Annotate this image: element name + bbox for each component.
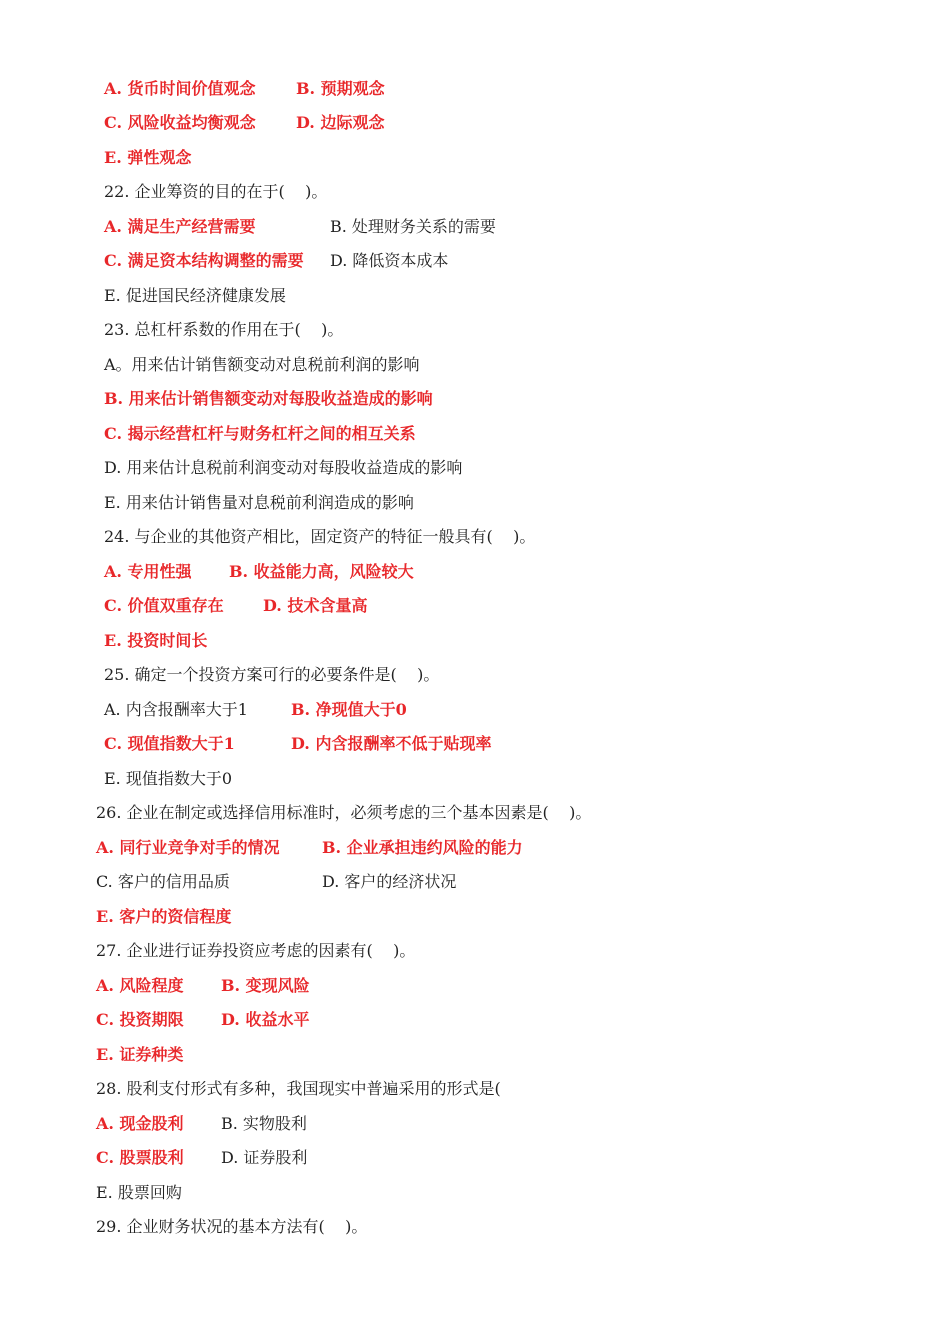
option-c-answer: C. 股票股利 bbox=[96, 1148, 184, 1167]
option-c-answer: C. 现值指数大于1 bbox=[104, 734, 235, 753]
option-a-answer: A. 专用性强 bbox=[104, 562, 192, 581]
option-line bbox=[104, 244, 449, 278]
option-line bbox=[104, 72, 385, 106]
option-a-answer: A. 风险程度 bbox=[96, 976, 184, 995]
option-line bbox=[96, 1141, 308, 1175]
option-line bbox=[104, 106, 385, 140]
option-b-answer: B. 收益能力高，风险较大 bbox=[229, 562, 414, 581]
option-a-answer: A. 满足生产经营需要 bbox=[104, 217, 256, 236]
question-25: 25. 确定一个投资方案可行的必要条件是( )。 bbox=[104, 665, 440, 684]
option-e: E. 现值指数大于0 bbox=[104, 769, 233, 788]
option-line bbox=[96, 865, 457, 899]
option-a-answer: A. 现金股利 bbox=[96, 1114, 184, 1133]
option-b-answer: B. 变现风险 bbox=[221, 976, 310, 995]
option-e-answer: E. 客户的资信程度 bbox=[96, 907, 232, 926]
option-b: B. 实物股利 bbox=[221, 1114, 307, 1133]
option-c: C. 客户的信用品质 bbox=[96, 872, 230, 891]
option-line bbox=[104, 210, 496, 244]
option-line bbox=[104, 141, 192, 175]
option-d: D. 降低资本成本 bbox=[330, 251, 449, 270]
option-line bbox=[96, 1107, 307, 1141]
option-c-answer: C. 揭示经营杠杆与财务杠杆之间的相互关系 bbox=[104, 424, 416, 443]
option-e-answer: E. 投资时间长 bbox=[104, 631, 208, 650]
option-d-answer: D. 收益水平 bbox=[221, 1010, 310, 1029]
option-b: B. 处理财务关系的需要 bbox=[330, 217, 496, 236]
option-e: E. 股票回购 bbox=[96, 1183, 182, 1202]
option-line bbox=[96, 831, 523, 865]
question-28: 28. 股利支付形式有多种，我国现实中普遍采用的形式是( bbox=[96, 1079, 501, 1098]
option-a-answer: A. 货币时间价值观念 bbox=[104, 79, 256, 98]
option-c-answer: C. 风险收益均衡观念 bbox=[104, 113, 256, 132]
option-d: D. 证券股利 bbox=[221, 1148, 308, 1167]
option-c-answer: C. 投资期限 bbox=[96, 1010, 184, 1029]
option-c-answer: C. 满足资本结构调整的需要 bbox=[104, 251, 304, 270]
option-c-answer: C. 价值双重存在 bbox=[104, 596, 224, 615]
option-a: A. 内含报酬率大于1 bbox=[104, 700, 248, 719]
question-26: 26. 企业在制定或选择信用标准时，必须考虑的三个基本因素是( )。 bbox=[96, 803, 592, 822]
option-b-answer: B. 净现值大于0 bbox=[291, 700, 407, 719]
option-e-answer: E. 弹性观念 bbox=[104, 148, 192, 167]
option-e: E. 促进国民经济健康发展 bbox=[104, 286, 286, 305]
option-a: A。用来估计销售额变动对息税前利润的影响 bbox=[104, 355, 420, 374]
option-line bbox=[104, 693, 407, 727]
option-d: D. 客户的经济状况 bbox=[322, 872, 457, 891]
option-b-answer: B. 企业承担违约风险的能力 bbox=[322, 838, 523, 857]
question-27: 27. 企业进行证券投资应考虑的因素有( )。 bbox=[96, 941, 416, 960]
option-line bbox=[104, 727, 492, 761]
option-d-answer: D. 内含报酬率不低于贴现率 bbox=[291, 734, 492, 753]
option-d-answer: D. 边际观念 bbox=[296, 113, 385, 132]
option-a-answer: A. 同行业竞争对手的情况 bbox=[96, 838, 280, 857]
question-22: 22. 企业筹资的目的在于( )。 bbox=[104, 182, 328, 201]
option-line bbox=[104, 555, 414, 589]
question-29: 29. 企业财务状况的基本方法有( )。 bbox=[96, 1217, 368, 1236]
option-d-answer: D. 技术含量高 bbox=[263, 596, 368, 615]
option-e-answer: E. 证券种类 bbox=[96, 1045, 184, 1064]
option-b-answer: B. 预期观念 bbox=[296, 79, 385, 98]
option-line bbox=[96, 969, 310, 1003]
option-e: E. 用来估计销售量对息税前利润造成的影响 bbox=[104, 493, 414, 512]
option-line bbox=[96, 1003, 310, 1037]
question-23: 23. 总杠杆系数的作用在于( )。 bbox=[104, 320, 344, 339]
option-b-answer: B. 用来估计销售额变动对每股收益造成的影响 bbox=[104, 389, 433, 408]
question-24: 24. 与企业的其他资产相比，固定资产的特征一般具有( )。 bbox=[104, 527, 536, 546]
option-d: D. 用来估计息税前利润变动对每股收益造成的影响 bbox=[104, 458, 463, 477]
option-line bbox=[104, 589, 368, 623]
